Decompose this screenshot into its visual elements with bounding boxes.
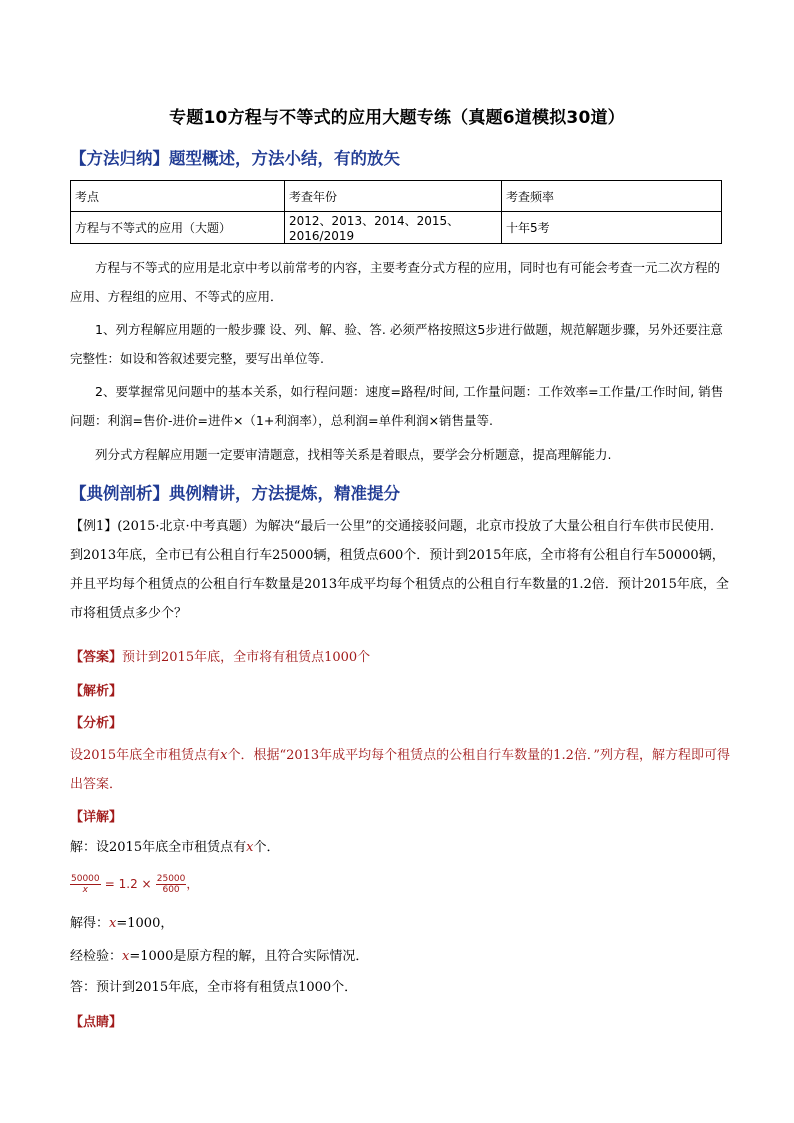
fenxi-text [70, 741, 730, 799]
variable-x: x [246, 840, 254, 855]
table-cell: 十年5考 [502, 212, 722, 244]
page-title: 专题10方程与不等式的应用大题专练（真题6道模拟30道） [169, 108, 625, 128]
equation-middle: = 1.2 × [104, 877, 152, 891]
answer-line [70, 643, 730, 672]
fraction-left [70, 874, 101, 895]
variable-x: x [109, 916, 117, 931]
table-header-cell: 考点 [71, 181, 285, 212]
fraction-numerator: 50000 [71, 874, 100, 884]
variable-x: x [220, 748, 228, 763]
solve-label: 解得： [70, 916, 110, 931]
solve-result: =1000， [116, 916, 174, 931]
method-section-heading: 【方法归纳】题型概述，方法小结，有的放矢 [70, 149, 400, 168]
table-row [71, 212, 722, 244]
intro-steps-paragraph: 1、列方程解应用题的一般步骤 设、列、解、验、答. 必须严格按照这5步进行做题，规范解题步骤，另外还要注意完整性：如设和答叙述要完整，要写出单位等. [70, 322, 723, 366]
table-cell: 2012、2013、2014、2015、2016/2019 [285, 212, 502, 244]
final-answer-line: 答：预计到2015年底，全市将有租赁点1000个． [70, 980, 358, 995]
analysis-label: 【解析】 [70, 684, 123, 699]
fenxi-text-start: 设2015年底全市租赁点有 [70, 748, 221, 763]
detail-setup-line [70, 833, 730, 862]
variable-x: x [122, 949, 130, 964]
equation-end: ， [186, 877, 199, 891]
equation-line [70, 866, 730, 903]
example-section-heading: 【典例剖析】典例精讲，方法提炼，精准提分 [70, 484, 400, 503]
answer-text: 预计到2015年底，全市将有租赁点1000个 [122, 650, 371, 665]
check-result: =1000是原方程的解，且符合实际情况． [129, 949, 369, 964]
dianjing-label: 【点睛】 [70, 1015, 123, 1030]
exam-points-table [70, 180, 722, 244]
fenxi-label: 【分析】 [70, 716, 123, 731]
solve-line [70, 909, 730, 938]
check-line [70, 942, 730, 971]
fenxi-text-end: 个．根据“2013年成平均每个租赁点的公租自行车数量的1.2倍．”列方程，解方程即可得出答案． [70, 748, 730, 792]
fraction-right [156, 874, 187, 895]
detail-setup-start: 解：设2015年底全市租赁点有 [70, 840, 247, 855]
detail-label: 【详解】 [70, 810, 123, 825]
intro-advice-paragraph: 列分式方程解应用题一定要审清题意，找相等关系是着眼点，要学会分析题意，提高理解能力. [95, 447, 612, 462]
table-header-cell: 考查年份 [285, 181, 502, 212]
intro-relations-paragraph: 2、要掌握常见问题中的基本关系，如行程问题：速度=路程/时间, 工作量问题：工作效率=工作量/工作时间, 销售问题：利润=售价-进价=进件×（1+利润率），总利润=单件利润×销售量等. [70, 384, 724, 428]
fraction-denominator: x [82, 885, 88, 895]
table-header-row [71, 181, 722, 212]
check-label: 经检验： [70, 949, 123, 964]
intro-paragraph: 方程与不等式的应用是北京中考以前常考的内容，主要考查分式方程的应用，同时也有可能会考查一元二次方程的应用、方程组的应用、不等式的应用． [70, 260, 721, 304]
detail-setup-end: 个． [253, 840, 280, 855]
example-problem: 【例1】(2015·北京·中考真题）为解决“最后一公里”的交通接驳问题，北京市投放了大量公租自行车供市民使用．到2013年底，全市已有公租自行车25000辆，租赁点600个．预计到2015年底，全市将有公租自行车50000辆，并且平均每个租赁点的公租自行车数量是2013年成平均每个租赁点的公租自行车数量的1.2倍．预计2015年底，全市将租赁点多少个？ [70, 519, 729, 621]
answer-label: 【答案】 [70, 650, 123, 665]
fraction-denominator: 600 [162, 885, 180, 895]
fraction-numerator: 25000 [156, 874, 186, 884]
table-header-cell: 考查频率 [502, 181, 722, 212]
table-cell: 方程与不等式的应用（大题） [71, 212, 285, 244]
